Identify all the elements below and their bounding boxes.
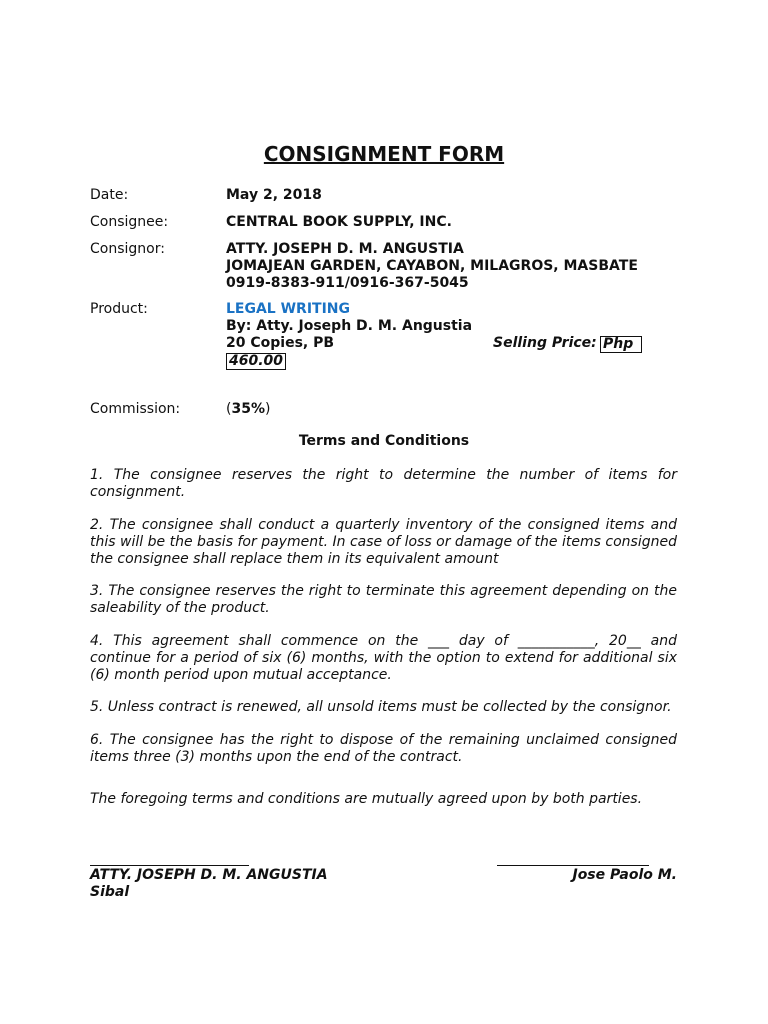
product-copies: 20 Copies, PB xyxy=(226,335,335,351)
term-1: 1. The consignee reserves the right to determine the number of items for consignment. xyxy=(90,467,677,500)
product-value xyxy=(226,301,472,352)
terms-heading: Terms and Conditions xyxy=(298,433,470,449)
consignor-value xyxy=(226,241,638,292)
term-2: 2. The consignee shall conduct a quarterly inventory of the consigned items and this will be the basis for payment. In case of loss or damage of the items consigned the consignee shall replace them in its equivalent amount xyxy=(90,517,677,567)
term-3: 3. The consignee reserves the right to terminate this agreement depending on the saleability of the product. xyxy=(90,583,677,616)
consignor-name: ATTY. JOSEPH D. M. ANGUSTIA xyxy=(226,241,464,257)
left-signature-line xyxy=(90,865,249,866)
selling-price-label: Selling Price: xyxy=(493,335,597,351)
product-title: LEGAL WRITING xyxy=(226,301,351,317)
selling-price-amount: 460.00 xyxy=(226,353,286,370)
form-title: CONSIGNMENT FORM xyxy=(263,142,505,166)
consignor-label: Consignor: xyxy=(90,241,165,257)
date-label: Date: xyxy=(90,187,129,203)
right-signatory-last-name: Sibal xyxy=(90,884,130,900)
consignee-label: Consignee: xyxy=(90,214,169,230)
right-signatory-first-name: Jose Paolo M. xyxy=(572,867,677,883)
term-6: 6. The consignee has the right to dispose of the remaining unclaimed consigned items three (3) months upon the end of the contract. xyxy=(90,732,677,765)
date-value: May 2, 2018 xyxy=(226,187,322,203)
commission-value-wrap: (35%) xyxy=(226,401,271,417)
left-signatory-name: ATTY. JOSEPH D. M. ANGUSTIA xyxy=(90,867,328,883)
term-5: 5. Unless contract is renewed, all unsold items must be collected by the consignor. xyxy=(90,699,672,715)
right-signature-line xyxy=(497,865,649,866)
commission-label: Commission: xyxy=(90,401,181,417)
consignee-value: CENTRAL BOOK SUPPLY, INC. xyxy=(226,214,452,230)
agreement-statement: The foregoing terms and conditions are mutually agreed upon by both parties. xyxy=(90,791,643,807)
selling-price-currency: Php xyxy=(600,336,642,353)
consignor-phone: 0919-8383-911/0916-367-5045 xyxy=(226,275,469,291)
product-label: Product: xyxy=(90,301,148,317)
product-author: By: Atty. Joseph D. M. Angustia xyxy=(226,318,473,334)
consignor-address: JOMAJEAN GARDEN, CAYABON, MILAGROS, MASBATE xyxy=(226,258,638,274)
term-4: 4. This agreement shall commence on the ___ day of ___________, 20__ and continue for a period of six (6) months, with the option to extend for additional six (6) month period upon mutual acceptance. xyxy=(90,633,677,683)
commission-value: 35% xyxy=(231,401,265,417)
